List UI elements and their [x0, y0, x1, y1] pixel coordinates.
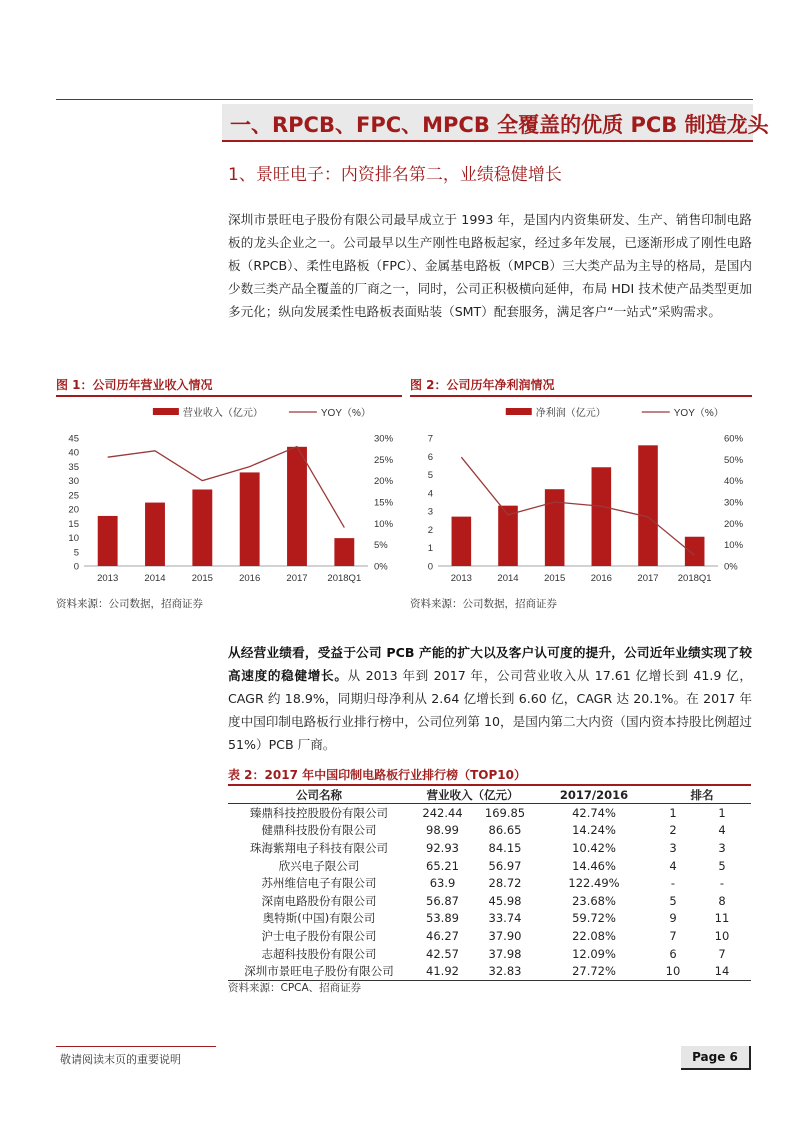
cell-rank-2017: 2 [669, 823, 677, 838]
x-tick-label: 2014 [144, 573, 166, 584]
bar [98, 516, 118, 566]
table-row [228, 892, 751, 910]
x-tick-label: 2017 [286, 573, 308, 584]
y-left-tick: 40 [68, 447, 79, 459]
bar [592, 467, 612, 566]
subsection-title: 1、景旺电子：内资排名第二，业绩稳健增长 [228, 165, 562, 185]
y-left-tick: 15 [68, 518, 79, 530]
x-tick-label: 2013 [97, 573, 119, 584]
cell-company: 奥特斯(中国)有限公司 [262, 911, 376, 926]
cell-company: 苏州维信电子有限公司 [261, 876, 377, 891]
table-row [228, 962, 751, 980]
cell-revenue-2016: 33.74 [488, 911, 522, 926]
cell-revenue-2017: 98.99 [426, 823, 459, 838]
legend-line-label: YOY（%） [673, 408, 724, 419]
x-tick-label: 2016 [590, 573, 612, 584]
cell-growth: 23.68% [572, 893, 616, 908]
revenue-chart [56, 398, 402, 590]
y-left-tick: 45 [68, 433, 79, 445]
table-header-row [228, 786, 751, 804]
cell-rank-2016: 5 [718, 858, 726, 873]
legend-bar-swatch [153, 408, 179, 415]
cell-revenue-2017: 92.93 [426, 840, 459, 855]
table-source: 资料来源：CPCA、招商证券 [228, 982, 362, 994]
figure-2-chart [410, 398, 752, 590]
cell-company: 深圳市景旺电子股份有限公司 [228, 962, 410, 980]
y-right-tick: 0% [724, 561, 738, 573]
table-row [228, 910, 751, 928]
cell-revenue-2016: 45.98 [488, 893, 522, 908]
y-left-tick: 6 [427, 451, 433, 463]
cell-growth: 14.46% [572, 858, 616, 873]
y-right-tick: 10% [724, 540, 744, 552]
cell-rank-2016: 3 [718, 840, 726, 855]
analysis-paragraph [228, 641, 752, 756]
x-tick-label: 2013 [450, 573, 472, 584]
table-title: 表 2：2017 年中国印制电路板行业排行榜（TOP10） [228, 768, 526, 782]
cell-company: 臻鼎科技控股股份有限公司 [250, 805, 388, 820]
x-tick-label: 2017 [637, 573, 659, 584]
footer-note: 敬请阅读末页的重要说明 [60, 1053, 181, 1066]
cell-revenue-2017: 63.9 [429, 876, 456, 891]
figure-1-rule [56, 395, 402, 397]
cell-revenue-2016: 28.72 [488, 876, 522, 891]
cell-revenue-2017: 56.87 [426, 893, 459, 908]
cell-rank-2017: 7 [669, 928, 677, 943]
cell-rank-2016: 4 [718, 823, 726, 838]
cell-growth: 59.72% [572, 911, 616, 926]
table-row [228, 927, 751, 945]
header-growth: 2017/2016 [535, 786, 653, 804]
cell-rank-2016: 1 [718, 805, 726, 820]
bar [287, 447, 307, 566]
table-row [228, 804, 751, 822]
cell-growth: 42.74% [572, 805, 616, 820]
table-row [228, 945, 751, 963]
section-title: 一、RPCB、FPC、MPCB 全覆盖的优质 PCB 制造龙头 [230, 113, 769, 137]
cell-growth: 122.49% [568, 876, 620, 891]
y-right-tick: 15% [374, 497, 394, 509]
legend-bar-label: 净利润（亿元） [535, 408, 606, 419]
header-revenue: 营业收入（亿元） [410, 786, 535, 804]
cell-growth: 27.72% [535, 962, 653, 980]
cell-rank-2017: 9 [669, 911, 677, 926]
x-tick-label: 2015 [544, 573, 566, 584]
cell-growth: 10.42% [572, 840, 616, 855]
cell-company: 志超科技股份有限公司 [261, 946, 377, 961]
y-right-tick: 30% [724, 497, 744, 509]
cell-rank-2016: 10 [714, 928, 730, 943]
ranking-table [228, 786, 751, 981]
y-left-tick: 0 [73, 561, 79, 573]
y-left-tick: 20 [68, 504, 79, 516]
bar [638, 445, 658, 566]
legend-bar-label: 营业收入（亿元） [182, 408, 263, 419]
y-left-tick: 4 [427, 488, 433, 500]
top-rule [56, 99, 753, 100]
header-rank: 排名 [653, 786, 751, 804]
figure-1-title: 图 1：公司历年营业收入情况 [56, 378, 213, 392]
y-left-tick: 10 [68, 533, 79, 545]
x-tick-label: 2018Q1 [327, 573, 362, 584]
y-right-tick: 60% [724, 433, 744, 445]
cell-rank-2017: 5 [669, 893, 677, 908]
cell-revenue-2016: 32.83 [475, 962, 535, 980]
cell-company: 珠海紫翔电子科技有限公司 [250, 840, 388, 855]
y-left-tick: 30 [68, 476, 79, 488]
y-right-tick: 25% [374, 454, 394, 466]
cell-revenue-2016: 86.65 [488, 823, 522, 838]
figure-2-title: 图 2：公司历年净利润情况 [410, 378, 555, 392]
figure-2-rule [410, 395, 752, 397]
footer-rule [56, 1046, 216, 1047]
y-right-tick: 20% [374, 476, 394, 488]
table-row [228, 822, 751, 840]
cell-company: 深南电路股份有限公司 [261, 893, 377, 908]
cell-rank-2017: 1 [669, 805, 677, 820]
y-right-tick: 5% [374, 540, 388, 552]
analysis-body: 从 2013 年到 2017 年，公司营业收入从 17.61 亿增长到 41.9 亿，CAGR 约 18.9%，同期归母净利从 2.64 亿增长到 6.60 亿，CAGR 达 20.1%。在 2017 年度中国印制电路板行业排行榜中，公司位列第 10，是国内第二大内资（国内资本持股比例超过 51%）PCB 厂商。 [228, 668, 752, 752]
cell-revenue-2017: 41.92 [410, 962, 475, 980]
figure-2-source: 资料来源：公司数据，招商证券 [410, 598, 557, 610]
cell-rank-2017: - [670, 876, 676, 891]
bar [192, 489, 212, 566]
x-tick-label: 2016 [239, 573, 261, 584]
cell-growth: 12.09% [572, 946, 616, 961]
cell-company: 沪士电子股份有限公司 [261, 928, 377, 943]
y-left-tick: 0 [427, 561, 433, 573]
y-left-tick: 2 [427, 524, 433, 536]
bar [240, 472, 260, 566]
legend-line-label: YOY（%） [320, 408, 371, 419]
yoy-line [108, 447, 345, 528]
header-company: 公司名称 [228, 786, 410, 804]
y-right-tick: 50% [724, 454, 744, 466]
y-right-tick: 30% [374, 433, 394, 445]
table-row [228, 874, 751, 892]
y-left-tick: 35 [68, 461, 79, 473]
y-left-tick: 1 [427, 543, 433, 555]
y-right-tick: 20% [724, 518, 744, 530]
cell-revenue-2017: 42.57 [426, 946, 459, 961]
cell-rank-2017: 6 [669, 946, 677, 961]
bar [545, 489, 565, 566]
bar [145, 503, 165, 566]
cell-rank-2016: 11 [714, 911, 730, 926]
bar [452, 517, 472, 566]
cell-revenue-2017: 65.21 [426, 858, 459, 873]
cell-growth: 14.24% [572, 823, 616, 838]
y-left-tick: 7 [427, 433, 433, 445]
page-number: Page 6 [681, 1046, 751, 1070]
cell-revenue-2017: 242.44 [422, 805, 463, 820]
analysis-lead: 从经营业绩看，受益于公司 PCB 产能的扩大以及客户认可度的提升，公司近年业绩实现了较高速度的稳健增长。 [228, 645, 752, 683]
cell-revenue-2016: 56.97 [488, 858, 522, 873]
cell-revenue-2016: 84.15 [488, 840, 522, 855]
cell-revenue-2017: 53.89 [426, 911, 459, 926]
y-right-tick: 40% [724, 476, 744, 488]
cell-revenue-2016: 37.90 [488, 928, 522, 943]
cell-rank-2017: 10 [653, 962, 693, 980]
y-left-tick: 5 [427, 470, 433, 482]
x-tick-label: 2015 [191, 573, 213, 584]
y-left-tick: 25 [68, 490, 79, 502]
cell-revenue-2016: 37.98 [488, 946, 522, 961]
y-left-tick: 5 [73, 547, 79, 559]
figure-1-source: 资料来源：公司数据，招商证券 [56, 598, 203, 610]
cell-rank-2016: 7 [718, 946, 726, 961]
x-tick-label: 2018Q1 [677, 573, 712, 584]
figure-1-chart [56, 398, 402, 590]
cell-company: 健鼎科技股份有限公司 [261, 823, 377, 838]
x-tick-label: 2014 [497, 573, 519, 584]
table-row [228, 839, 751, 857]
cell-growth: 22.08% [572, 928, 616, 943]
y-left-tick: 3 [427, 506, 433, 518]
legend-bar-swatch [506, 408, 532, 415]
cell-rank-2016: - [719, 876, 725, 891]
y-right-tick: 0% [374, 561, 388, 573]
table-row [228, 857, 751, 875]
cell-rank-2016: 14 [693, 962, 751, 980]
y-right-tick: 10% [374, 518, 394, 530]
cell-rank-2017: 3 [669, 840, 677, 855]
cell-revenue-2016: 169.85 [484, 805, 526, 820]
net-profit-chart [410, 398, 752, 590]
cell-rank-2017: 4 [669, 858, 677, 873]
section-heading [222, 104, 769, 142]
bar [685, 537, 705, 566]
cell-company: 欣兴电子限公司 [278, 858, 360, 873]
bar [334, 538, 354, 566]
intro-paragraph: 深圳市景旺电子股份有限公司最早成立于 1993 年，是国内内资集研发、生产、销售印制电路板的龙头企业之一。公司最早以生产刚性电路板起家，经过多年发展，已逐渐形成了刚性电路板（RPCB）、柔性电路板（FPC）、金属基电路板（MPCB）三大类产品为主导的格局，是国内少数三类产品全覆盖的厂商之一，同时，公司正积极横向延伸，布局 HDI 技术使产品类型更加多元化；纵向发展柔性电路板表面贴装（SMT）配套服务，满足客户“一站式”采购需求。 [228, 212, 752, 319]
cell-revenue-2017: 46.27 [426, 928, 459, 943]
cell-rank-2016: 8 [718, 893, 726, 908]
yoy-line [461, 457, 694, 555]
